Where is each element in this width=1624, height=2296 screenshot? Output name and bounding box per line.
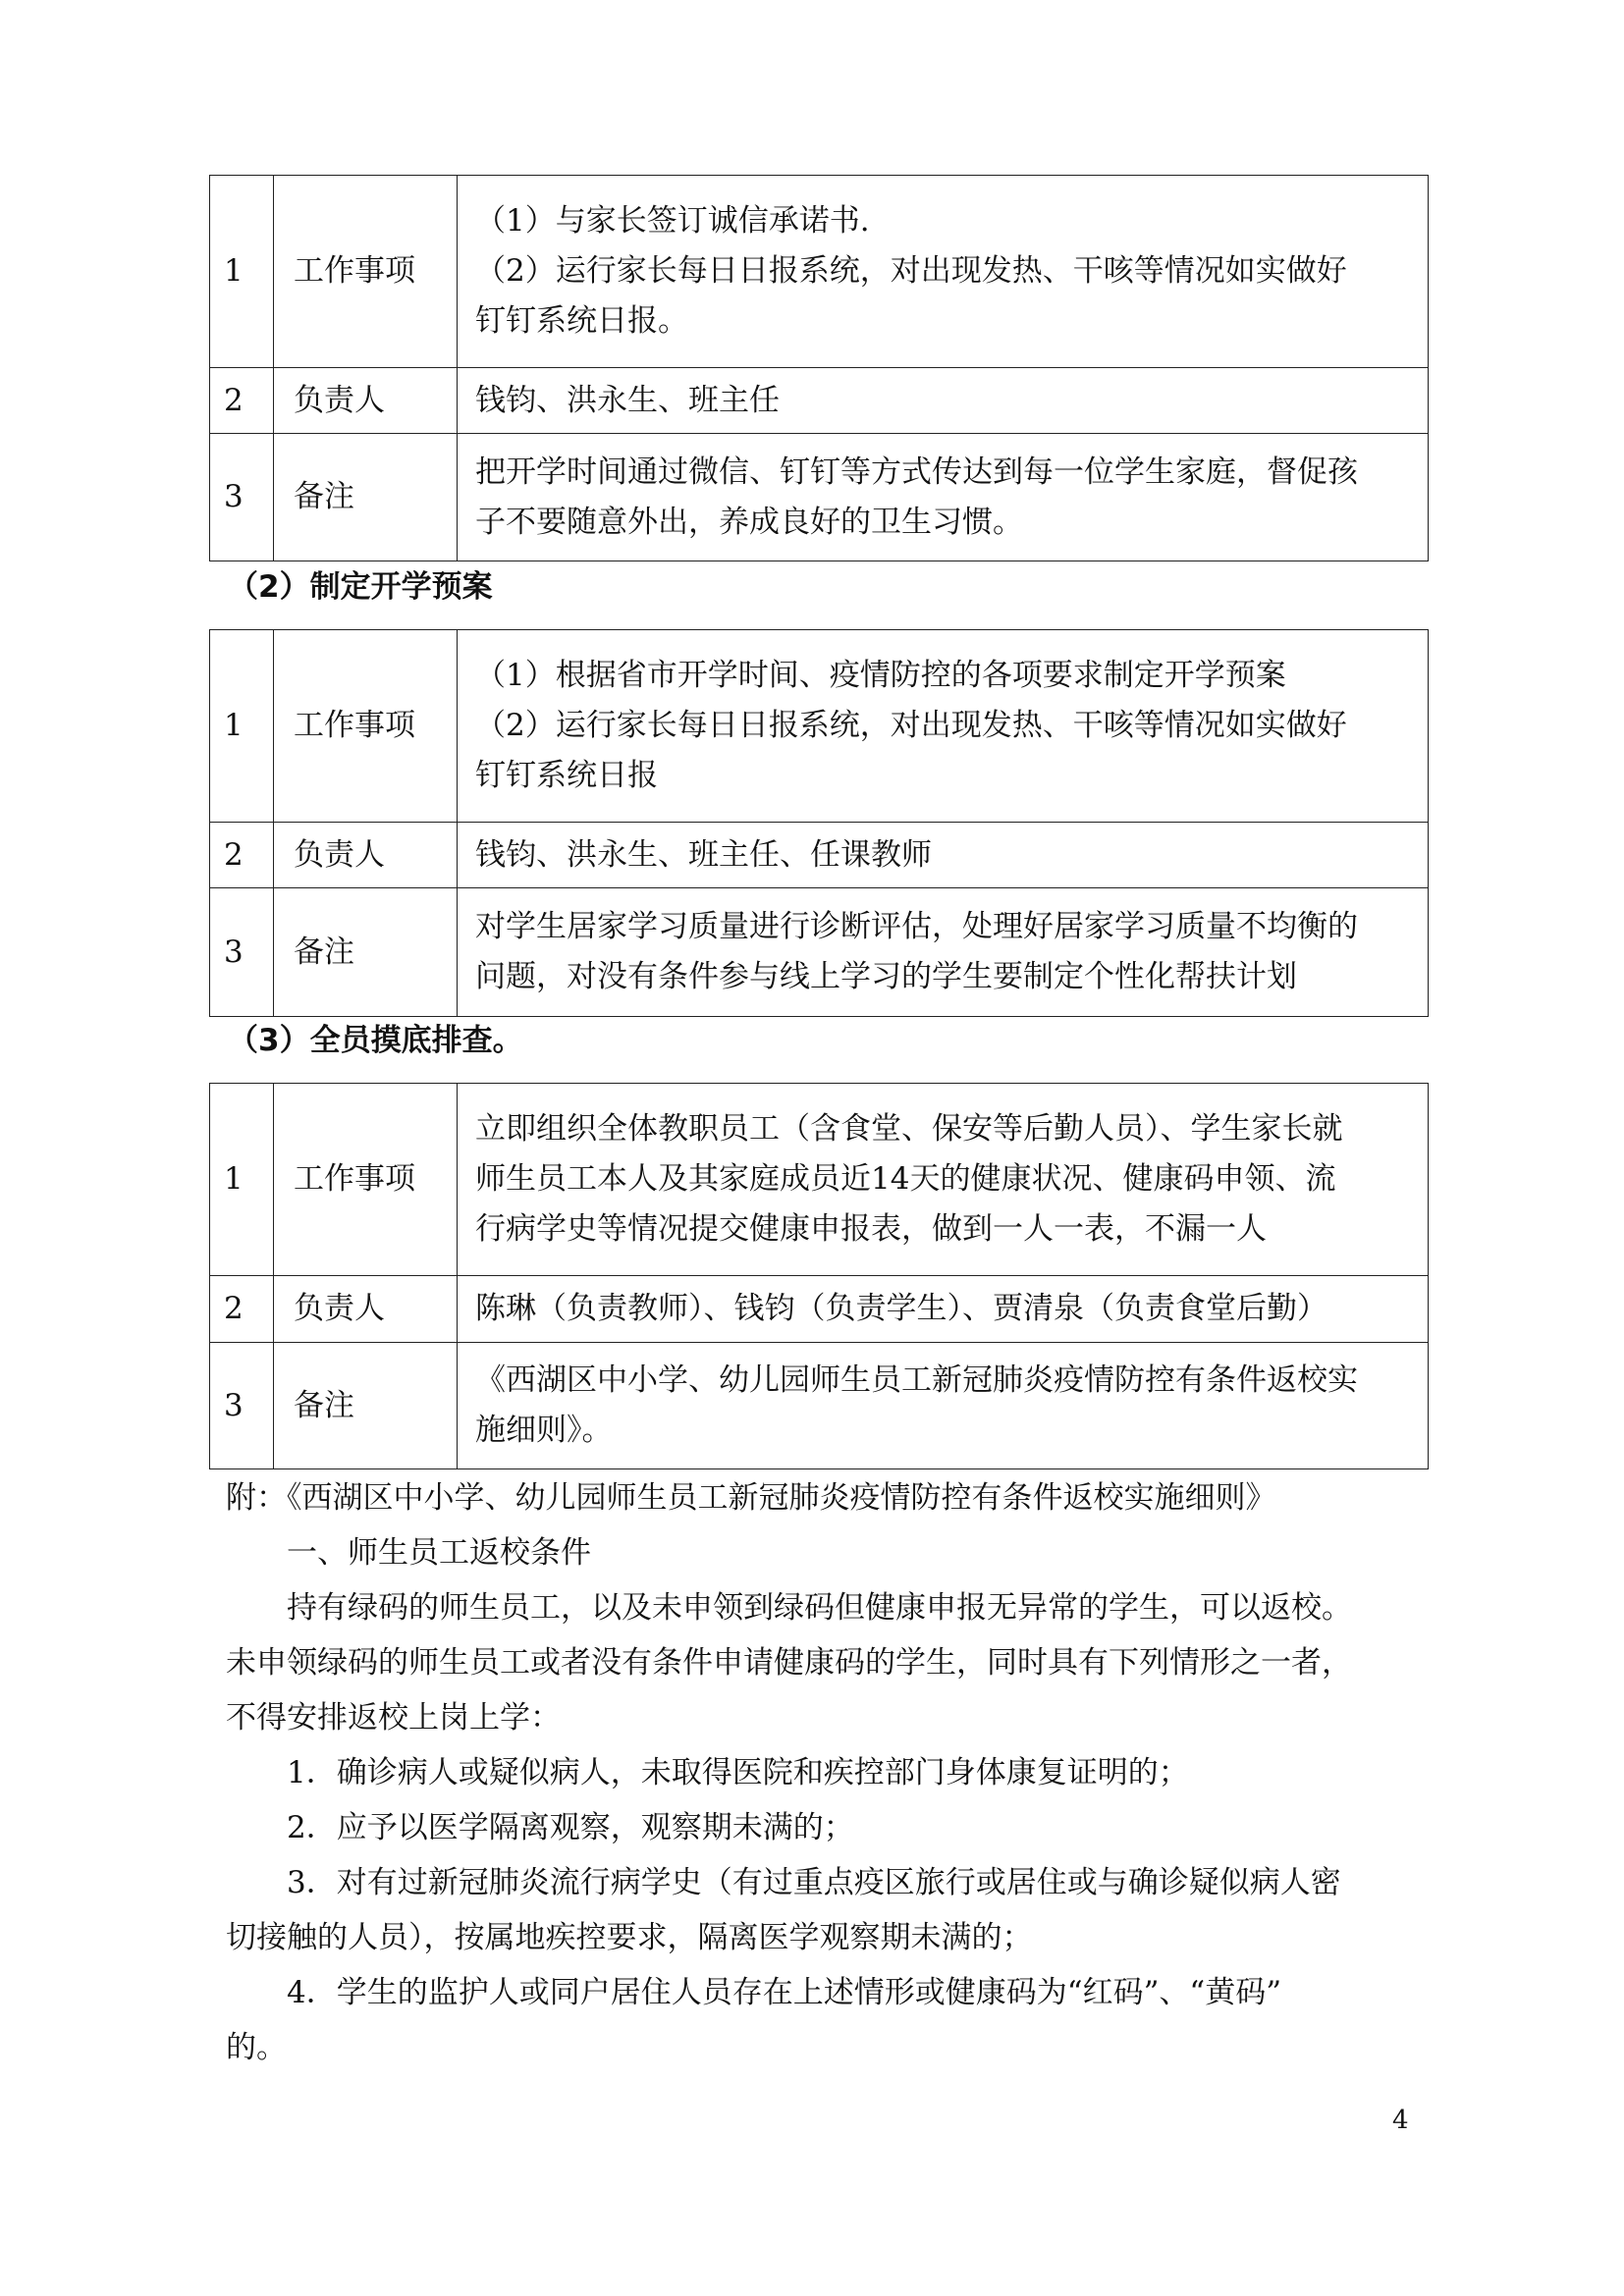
table-row xyxy=(210,1084,1429,1276)
row-content xyxy=(458,888,1429,1017)
content-line: 陈琳（负责教师）、钱钧（负责学生）、贾清泉（负责食堂后勤） xyxy=(475,1291,1327,1326)
row-number: 3 xyxy=(210,1343,274,1469)
row-label: 工作事项 xyxy=(274,176,458,368)
table-row xyxy=(210,1343,1429,1469)
table-row xyxy=(210,630,1429,823)
row-number: 2 xyxy=(210,1276,274,1343)
row-label: 备注 xyxy=(274,434,458,561)
paragraph-line: 持有绿码的师生员工，以及未申领到绿码但健康申报无异常的学生，可以返校。 xyxy=(287,1590,1352,1626)
row-content xyxy=(458,434,1429,561)
content-line: 立即组织全体教职员工（含食堂、保安等后勤人员）、学生家长就 xyxy=(475,1111,1343,1147)
row-number: 3 xyxy=(210,888,274,1017)
content-line: 师生员工本人及其家庭成员近14天的健康状况、健康码申领、流 xyxy=(475,1161,1336,1197)
row-label: 负责人 xyxy=(274,823,458,888)
content-line: 对学生居家学习质量进行诊断评估，处理好居家学习质量不均衡的 xyxy=(475,909,1358,944)
content-line: （1）与家长签订诚信承诺书. xyxy=(475,203,870,239)
row-number: 1 xyxy=(210,176,274,368)
content-line: 钉钉系统日报 xyxy=(475,758,658,793)
row-content xyxy=(458,630,1429,823)
content-line: 钱钧、洪永生、班主任、任课教师 xyxy=(475,836,932,873)
row-label: 备注 xyxy=(274,888,458,1017)
row-content xyxy=(458,1084,1429,1276)
section-heading: （2）制定开学预案 xyxy=(228,569,493,605)
row-content xyxy=(458,823,1429,888)
content-line: （2）运行家长每日日报系统，对出现发热、干咳等情况如实做好 xyxy=(475,253,1347,289)
row-number: 2 xyxy=(210,368,274,434)
row-number: 1 xyxy=(210,630,274,823)
row-content xyxy=(458,1343,1429,1469)
work-table-1 xyxy=(209,175,1429,561)
page-number: 4 xyxy=(1392,2106,1409,2135)
content-line: 把开学时间通过微信、钉钉等方式传达到每一位学生家庭，督促孩 xyxy=(475,454,1358,490)
row-content xyxy=(458,368,1429,434)
table-row xyxy=(210,823,1429,888)
row-number: 1 xyxy=(210,1084,274,1276)
row-number: 2 xyxy=(210,823,274,888)
list-item: 4．学生的监护人或同户居住人员存在上述情形或健康码为“红码”、“黄码” xyxy=(287,1975,1282,2010)
section-title: 一、师生员工返校条件 xyxy=(287,1535,591,1571)
section-heading: （3）全员摸底排查。 xyxy=(228,1023,523,1058)
content-line: 钱钧、洪永生、班主任 xyxy=(475,382,780,418)
appendix-title: 附：《西湖区中小学、幼儿园师生员工新冠肺炎疫情防控有条件返校实施细则》 xyxy=(226,1480,1276,1516)
table-row xyxy=(210,888,1429,1017)
paragraph-line: 不得安排返校上岗上学： xyxy=(226,1700,561,1735)
table-row xyxy=(210,176,1429,368)
table-row xyxy=(210,434,1429,561)
content-line: 行病学史等情况提交健康申报表，做到一人一表，不漏一人 xyxy=(475,1211,1267,1247)
row-label: 工作事项 xyxy=(274,630,458,823)
row-label: 负责人 xyxy=(274,368,458,434)
row-number: 3 xyxy=(210,434,274,561)
list-item: 1．确诊病人或疑似病人，未取得医院和疾控部门身体康复证明的； xyxy=(287,1755,1189,1790)
content-line: 《西湖区中小学、幼儿园师生员工新冠肺炎疫情防控有条件返校实 xyxy=(475,1362,1358,1398)
content-line: 子不要随意外出，养成良好的卫生习惯。 xyxy=(475,504,1023,540)
content-line: （1）根据省市开学时间、疫情防控的各项要求制定开学预案 xyxy=(475,658,1286,693)
list-item-continuation: 切接触的人员），按属地疾控要求，隔离医学观察期未满的； xyxy=(226,1920,1033,1955)
work-table-2 xyxy=(209,629,1429,1017)
content-line: 施细则》。 xyxy=(475,1413,613,1448)
list-item: 3．对有过新冠肺炎流行病学史（有过重点疫区旅行或居住或与确诊疑似病人密 xyxy=(287,1865,1341,1900)
content-line: （2）运行家长每日日报系统，对出现发热、干咳等情况如实做好 xyxy=(475,708,1347,743)
list-item: 2．应予以医学隔离观察，观察期未满的； xyxy=(287,1810,854,1845)
list-item-continuation: 的。 xyxy=(226,2030,287,2065)
work-table-3 xyxy=(209,1083,1429,1469)
row-content xyxy=(458,1276,1429,1343)
table-row xyxy=(210,1276,1429,1343)
paragraph-line: 未申领绿码的师生员工或者没有条件申请健康码的学生，同时具有下列情形之一者， xyxy=(226,1645,1352,1681)
row-label: 备注 xyxy=(274,1343,458,1469)
content-line: 问题，对没有条件参与线上学习的学生要制定个性化帮扶计划 xyxy=(475,959,1297,994)
content-line: 钉钉系统日报。 xyxy=(475,303,688,339)
row-label: 负责人 xyxy=(274,1276,458,1343)
table-row xyxy=(210,368,1429,434)
row-label: 工作事项 xyxy=(274,1084,458,1276)
row-content xyxy=(458,176,1429,368)
